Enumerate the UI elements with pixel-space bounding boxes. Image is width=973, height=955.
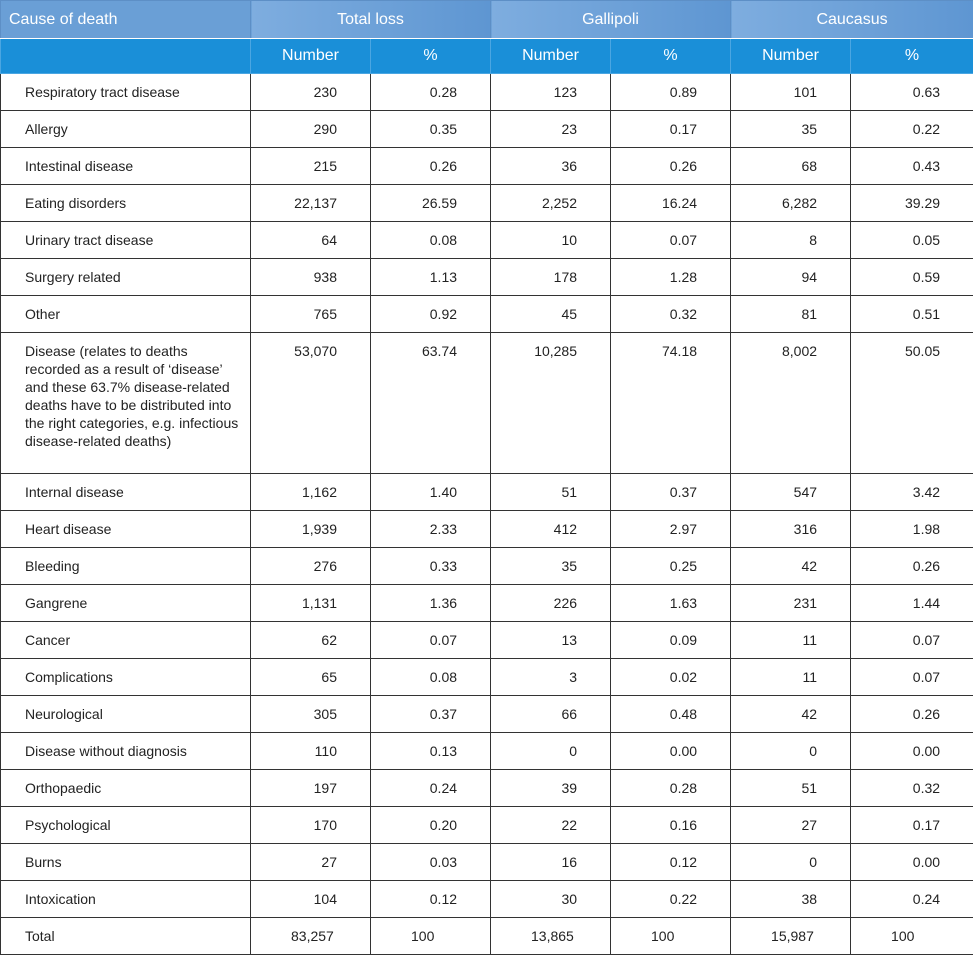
table-row (1, 74, 973, 111)
percent-cell: 100 (851, 918, 973, 955)
percent-cell: 0.63 (851, 74, 973, 111)
number-cell: 42 (731, 548, 851, 585)
percent-cell: 0.92 (371, 296, 491, 333)
number-cell: 45 (491, 296, 611, 333)
percent-cell: 74.18 (611, 333, 731, 474)
percent-cell: 0.13 (371, 733, 491, 770)
table-row (1, 696, 973, 733)
table-row (1, 222, 973, 259)
cause-cell: Complications (1, 659, 251, 696)
number-cell: 101 (731, 74, 851, 111)
table-body (1, 74, 973, 955)
number-cell: 16 (491, 844, 611, 881)
group-header-caucasus: Caucasus (731, 1, 973, 39)
percent-cell: 1.28 (611, 259, 731, 296)
table-row (1, 185, 973, 222)
percent-cell: 0.33 (371, 548, 491, 585)
number-cell: 10,285 (491, 333, 611, 474)
number-cell: 1,131 (251, 585, 371, 622)
number-cell: 35 (731, 111, 851, 148)
number-cell: 290 (251, 111, 371, 148)
table-row (1, 333, 973, 474)
table-row (1, 296, 973, 333)
number-cell: 547 (731, 474, 851, 511)
number-cell: 64 (251, 222, 371, 259)
cause-cell: Gangrene (1, 585, 251, 622)
number-cell: 0 (731, 733, 851, 770)
group-header-gallipoli: Gallipoli (491, 1, 731, 39)
percent-cell: 1.63 (611, 585, 731, 622)
number-cell: 62 (251, 622, 371, 659)
subheader-number: Number (731, 39, 851, 74)
percent-cell: 0.35 (371, 111, 491, 148)
number-cell: 226 (491, 585, 611, 622)
number-cell: 2,252 (491, 185, 611, 222)
number-cell: 230 (251, 74, 371, 111)
cause-cell: Bleeding (1, 548, 251, 585)
number-cell: 123 (491, 74, 611, 111)
number-cell: 8,002 (731, 333, 851, 474)
percent-cell: 0.26 (851, 548, 973, 585)
percent-cell: 26.59 (371, 185, 491, 222)
number-cell: 11 (731, 659, 851, 696)
number-cell: 0 (491, 733, 611, 770)
number-cell: 110 (251, 733, 371, 770)
table-row (1, 807, 973, 844)
percent-cell: 1.13 (371, 259, 491, 296)
table-row (1, 770, 973, 807)
percent-cell: 0.26 (611, 148, 731, 185)
number-cell: 94 (731, 259, 851, 296)
number-cell: 305 (251, 696, 371, 733)
percent-cell: 2.97 (611, 511, 731, 548)
percent-cell: 0.24 (851, 881, 973, 918)
number-cell: 0 (731, 844, 851, 881)
percent-cell: 0.28 (611, 770, 731, 807)
cause-cell: Cancer (1, 622, 251, 659)
number-cell: 83,257 (251, 918, 371, 955)
cause-cell: Internal disease (1, 474, 251, 511)
percent-cell: 0.24 (371, 770, 491, 807)
cause-cell: Heart disease (1, 511, 251, 548)
number-cell: 81 (731, 296, 851, 333)
percent-cell: 100 (611, 918, 731, 955)
table-row (1, 474, 973, 511)
number-cell: 66 (491, 696, 611, 733)
number-cell: 30 (491, 881, 611, 918)
percent-cell: 0.17 (611, 111, 731, 148)
percent-cell: 0.03 (371, 844, 491, 881)
percent-cell: 1.40 (371, 474, 491, 511)
percent-cell: 0.43 (851, 148, 973, 185)
percent-cell: 1.44 (851, 585, 973, 622)
percent-cell: 0.32 (851, 770, 973, 807)
number-cell: 412 (491, 511, 611, 548)
number-cell: 51 (731, 770, 851, 807)
number-cell: 10 (491, 222, 611, 259)
number-cell: 197 (251, 770, 371, 807)
percent-cell: 0.05 (851, 222, 973, 259)
cause-cell: Neurological (1, 696, 251, 733)
number-cell: 68 (731, 148, 851, 185)
table-row (1, 918, 973, 955)
number-cell: 27 (251, 844, 371, 881)
number-cell: 22,137 (251, 185, 371, 222)
percent-cell: 100 (371, 918, 491, 955)
subheader-percent: % (371, 39, 491, 74)
number-cell: 23 (491, 111, 611, 148)
percent-cell: 0.12 (611, 844, 731, 881)
percent-cell: 0.12 (371, 881, 491, 918)
subheader-percent: % (611, 39, 731, 74)
percent-cell: 0.20 (371, 807, 491, 844)
cause-cell: Other (1, 296, 251, 333)
percent-cell: 0.22 (851, 111, 973, 148)
number-cell: 3 (491, 659, 611, 696)
percent-cell: 0.08 (371, 659, 491, 696)
table-row (1, 844, 973, 881)
percent-cell: 0.28 (371, 74, 491, 111)
number-cell: 13 (491, 622, 611, 659)
number-cell: 38 (731, 881, 851, 918)
percent-cell: 50.05 (851, 333, 973, 474)
percent-cell: 0.48 (611, 696, 731, 733)
percent-cell: 0.16 (611, 807, 731, 844)
table-row (1, 659, 973, 696)
number-cell: 42 (731, 696, 851, 733)
cause-cell: Orthopaedic (1, 770, 251, 807)
number-cell: 27 (731, 807, 851, 844)
table-row (1, 622, 973, 659)
number-cell: 316 (731, 511, 851, 548)
percent-cell: 0.17 (851, 807, 973, 844)
subheader-percent: % (851, 39, 973, 74)
cause-cell: Intestinal disease (1, 148, 251, 185)
table-row (1, 585, 973, 622)
subheader-row (1, 39, 973, 74)
number-cell: 1,939 (251, 511, 371, 548)
number-cell: 8 (731, 222, 851, 259)
percent-cell: 0.07 (611, 222, 731, 259)
percent-cell: 0.00 (851, 733, 973, 770)
table-row (1, 259, 973, 296)
percent-cell: 63.74 (371, 333, 491, 474)
percent-cell: 0.08 (371, 222, 491, 259)
number-cell: 35 (491, 548, 611, 585)
number-cell: 170 (251, 807, 371, 844)
cause-cell: Respiratory tract disease (1, 74, 251, 111)
percent-cell: 0.32 (611, 296, 731, 333)
group-header-row (1, 1, 973, 39)
cause-cell: Total (1, 918, 251, 955)
cause-cell: Intoxication (1, 881, 251, 918)
percent-cell: 0.26 (371, 148, 491, 185)
number-cell: 215 (251, 148, 371, 185)
percent-cell: 3.42 (851, 474, 973, 511)
percent-cell: 0.51 (851, 296, 973, 333)
percent-cell: 0.26 (851, 696, 973, 733)
cause-cell: Allergy (1, 111, 251, 148)
table-row (1, 548, 973, 585)
percent-cell: 0.59 (851, 259, 973, 296)
percent-cell: 2.33 (371, 511, 491, 548)
number-cell: 938 (251, 259, 371, 296)
percent-cell: 0.37 (371, 696, 491, 733)
cause-column-header: Cause of death (1, 1, 251, 39)
percent-cell: 1.98 (851, 511, 973, 548)
group-header-total-loss: Total loss (251, 1, 491, 39)
percent-cell: 0.00 (611, 733, 731, 770)
table-row (1, 111, 973, 148)
number-cell: 22 (491, 807, 611, 844)
number-cell: 13,865 (491, 918, 611, 955)
number-cell: 36 (491, 148, 611, 185)
number-cell: 765 (251, 296, 371, 333)
cause-cell: Burns (1, 844, 251, 881)
cause-cell: Eating disorders (1, 185, 251, 222)
cause-cell: Disease without diagnosis (1, 733, 251, 770)
percent-cell: 0.22 (611, 881, 731, 918)
percent-cell: 0.25 (611, 548, 731, 585)
percent-cell: 0.07 (371, 622, 491, 659)
number-cell: 39 (491, 770, 611, 807)
subheader-number: Number (251, 39, 371, 74)
percent-cell: 0.37 (611, 474, 731, 511)
cause-cell: Urinary tract disease (1, 222, 251, 259)
percent-cell: 0.07 (851, 622, 973, 659)
number-cell: 276 (251, 548, 371, 585)
subheader-blank (1, 39, 251, 74)
number-cell: 6,282 (731, 185, 851, 222)
table-row (1, 733, 973, 770)
cause-cell: Psychological (1, 807, 251, 844)
number-cell: 51 (491, 474, 611, 511)
cause-cell: Surgery related (1, 259, 251, 296)
table-row (1, 881, 973, 918)
percent-cell: 16.24 (611, 185, 731, 222)
number-cell: 65 (251, 659, 371, 696)
number-cell: 15,987 (731, 918, 851, 955)
percent-cell: 0.02 (611, 659, 731, 696)
number-cell: 1,162 (251, 474, 371, 511)
table-row (1, 511, 973, 548)
subheader-number: Number (491, 39, 611, 74)
table-row (1, 148, 973, 185)
cause-cell: Disease (relates to deaths recorded as a result of ‘disease’ and these 63.7% disease-related deaths have to be distributed into the right categories, e.g. infectious disease-related deaths) (1, 333, 251, 474)
percent-cell: 0.00 (851, 844, 973, 881)
number-cell: 53,070 (251, 333, 371, 474)
percent-cell: 39.29 (851, 185, 973, 222)
number-cell: 178 (491, 259, 611, 296)
percent-cell: 0.09 (611, 622, 731, 659)
percent-cell: 1.36 (371, 585, 491, 622)
percent-cell: 0.07 (851, 659, 973, 696)
number-cell: 104 (251, 881, 371, 918)
percent-cell: 0.89 (611, 74, 731, 111)
number-cell: 11 (731, 622, 851, 659)
number-cell: 231 (731, 585, 851, 622)
